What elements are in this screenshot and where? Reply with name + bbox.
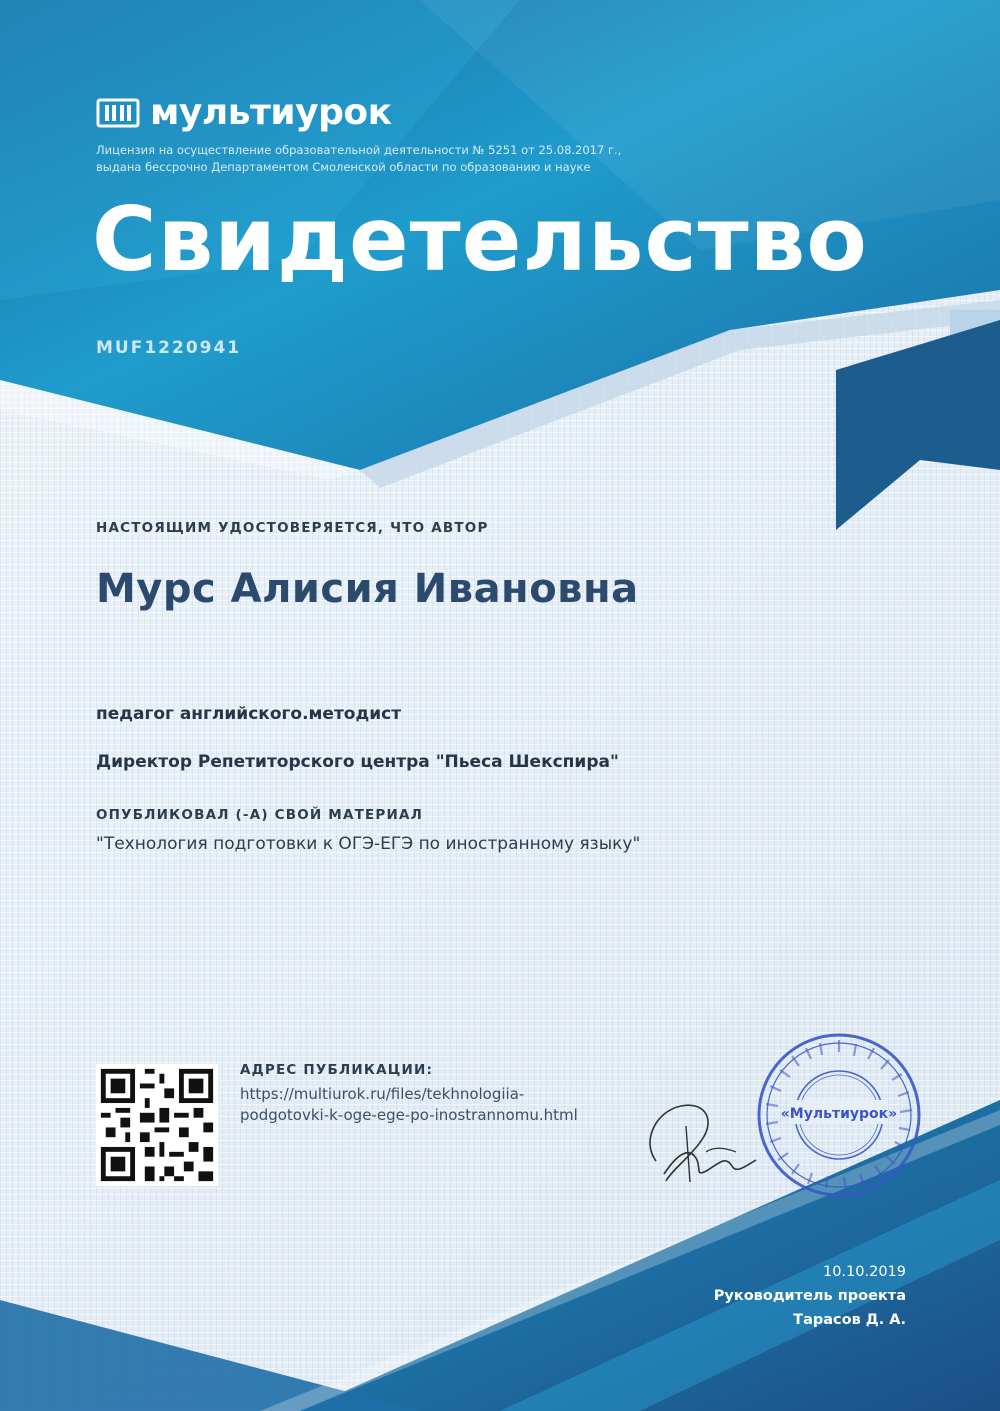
author-name: Мурс Алисия Ивановна (96, 566, 639, 612)
stamp-icon (754, 1030, 924, 1200)
signer-role: Руководитель проекта (713, 1288, 906, 1304)
author-position: педагог английского.методист (96, 704, 402, 724)
material-title: "Технология подготовки к ОГЭ-ЕГЭ по иностранному языку" (96, 834, 641, 854)
license-line-1: Лицензия на осуществление образовательной деятельности № 5251 от 25.08.2017 г., (96, 143, 622, 157)
qr-code-icon (96, 1064, 218, 1186)
signer-name: Тарасов Д. А. (793, 1312, 906, 1328)
stamp-center-text: «Мультиурок» (780, 1106, 898, 1122)
publication-url[interactable] (240, 1084, 660, 1126)
publication-url-line-1[interactable]: https://multiurok.ru/files/tekhnologiia- (240, 1085, 525, 1103)
published-label: ОПУБЛИКОВАЛ (-А) СВОЙ МАТЕРИАЛ (96, 807, 424, 823)
certify-text: НАСТОЯЩИМ УДОСТОВЕРЯЕТСЯ, ЧТО АВТОР (96, 520, 489, 536)
author-workplace: Директор Репетиторского центра "Пьеса Шекспира" (96, 752, 619, 772)
license-text (96, 142, 716, 176)
license-line-2: выдана бессрочно Департаментом Смоленской области по образованию и науке (96, 160, 591, 174)
certificate-title: Свидетельство (92, 188, 868, 291)
issue-date: 10.10.2019 (822, 1264, 906, 1280)
publication-url-line-2[interactable]: podgotovki-k-oge-ege-po-inostrannomu.html (240, 1106, 578, 1124)
brand-logo (96, 92, 392, 133)
certificate-code: MUF1220941 (96, 338, 242, 358)
publication-address-label: АДРЕС ПУБЛИКАЦИИ: (240, 1062, 434, 1078)
brand-name: мультиурок (150, 92, 392, 133)
book-logo-icon (96, 96, 140, 130)
